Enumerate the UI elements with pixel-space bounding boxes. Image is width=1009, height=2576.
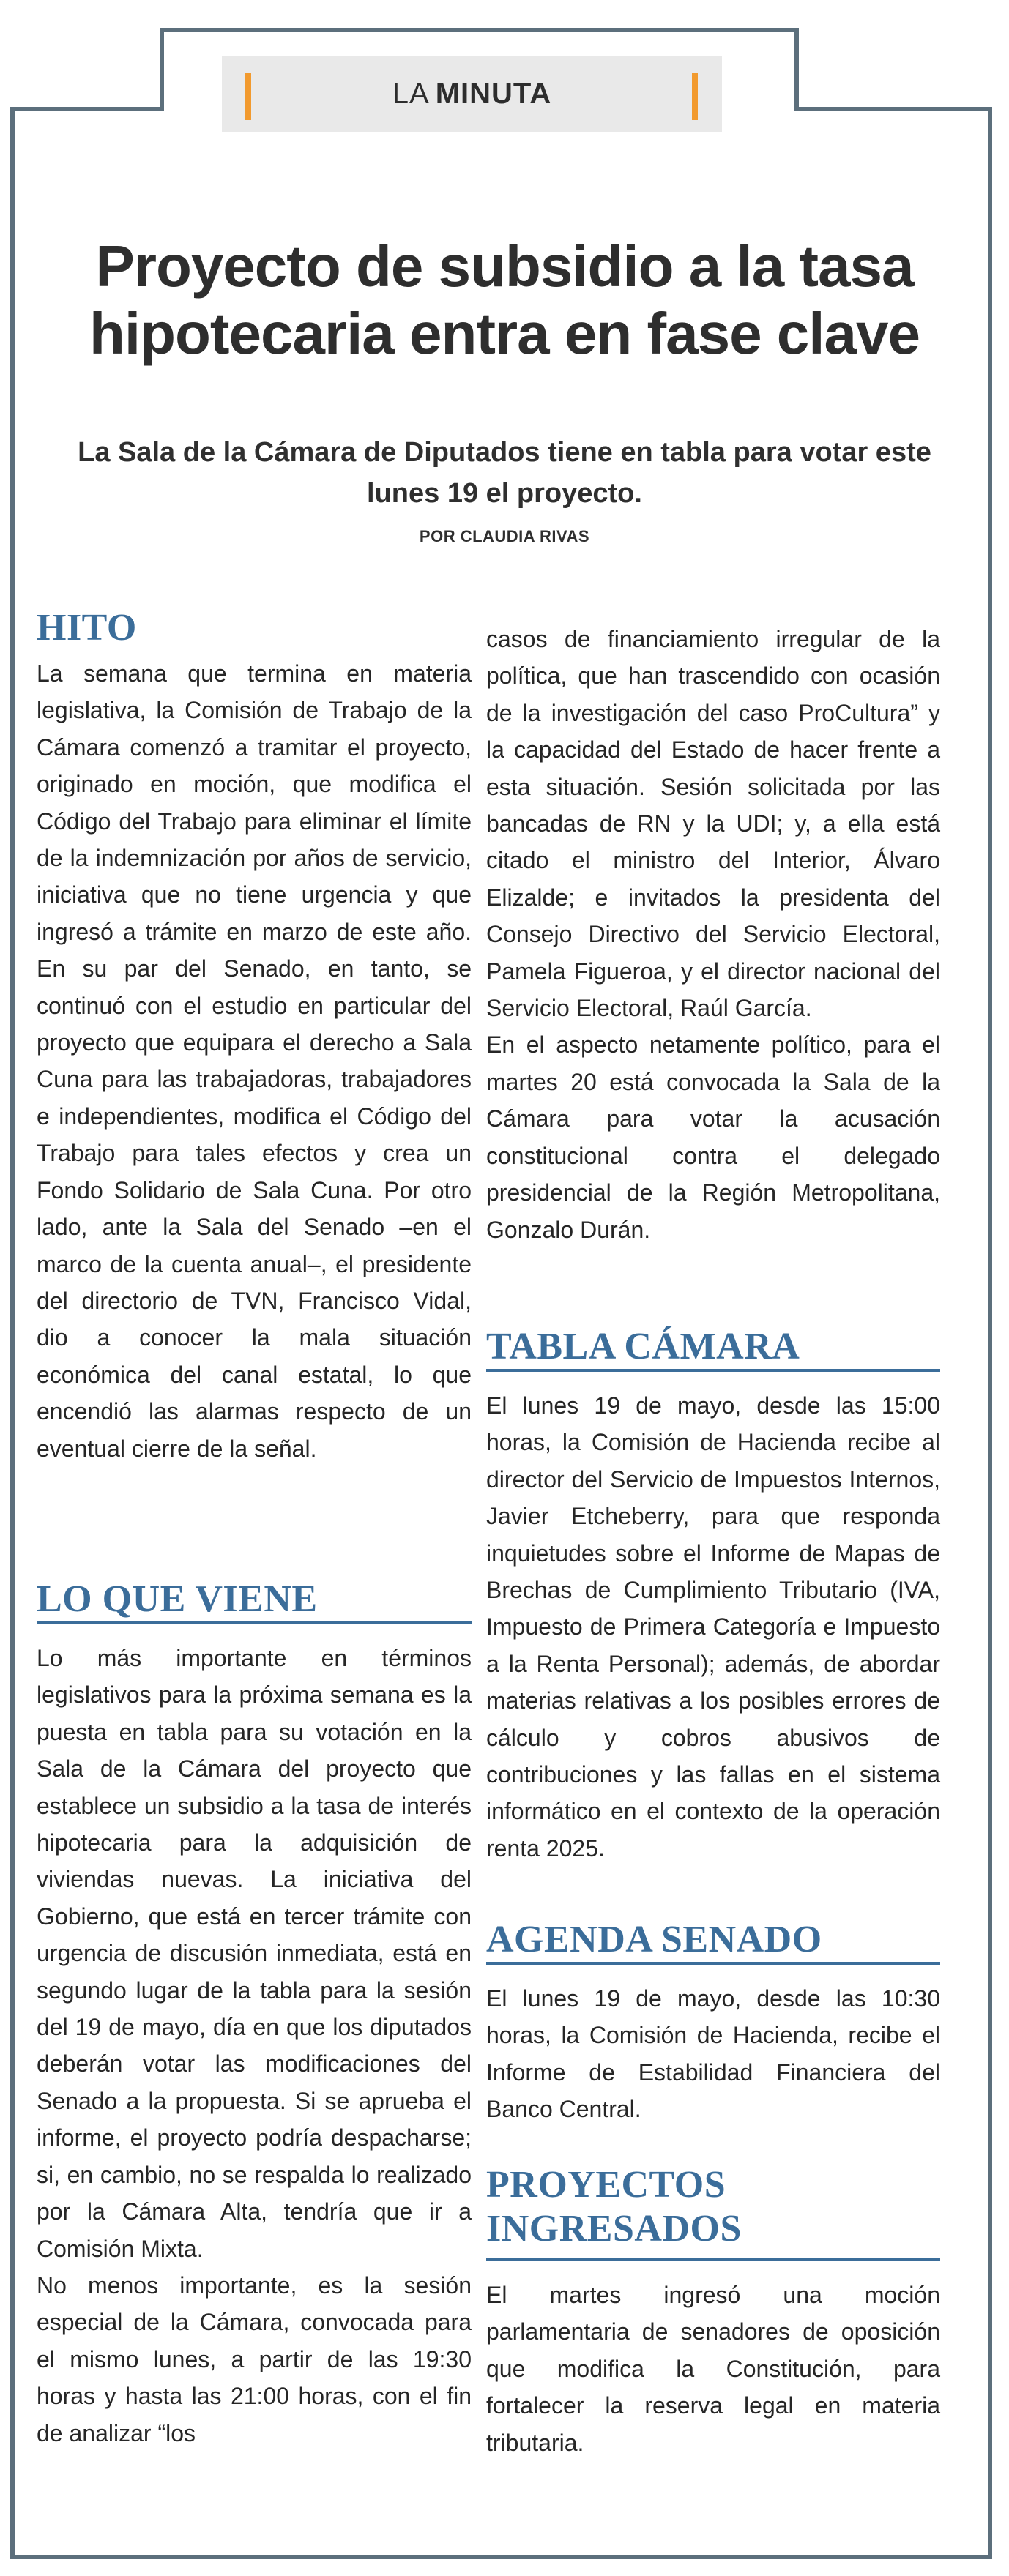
- frame-left: [10, 107, 15, 2559]
- article-byline: POR CLAUDIA RIVAS: [419, 527, 590, 545]
- lo-que-viene-paragraph-2a: No menos importante, es la sesión especial de la Cámara, convocada para el mismo lunes, a partir de las 19:30 horas y hasta las 21:00 horas, con el fin de analizar “los: [37, 2271, 472, 2446]
- frame-right: [988, 107, 992, 2559]
- heading-rule: [486, 2258, 940, 2261]
- lo-que-viene-text: [37, 1640, 472, 2452]
- header-tab-left: [160, 28, 164, 111]
- heading-hito: HITO: [37, 607, 137, 649]
- heading-proyectos-line-2: INGRESADOS: [486, 2208, 742, 2250]
- header-tab-top: [160, 28, 799, 32]
- lo-que-viene-continued: [486, 621, 940, 1248]
- lo-que-viene-paragraph-3: En el aspecto netamente político, para el martes 20 está convocada la Sala de la Cámara para votar la acusación constitucional contra el delegado presidencial de la Región Metropolitana, Gonzalo Durán.: [486, 1031, 940, 1243]
- agenda-senado-paragraph: El lunes 19 de mayo, desde las 10:30 horas, la Comisión de Hacienda, recibe el Informe de Estabilidad Financiera del Banco Central.: [486, 1985, 940, 2123]
- frame-bottom: [10, 2555, 992, 2559]
- section-label: [222, 56, 722, 132]
- section-label-bold: MINUTA: [435, 78, 552, 110]
- heading-proyectos-ingresados: [486, 2163, 742, 2251]
- heading-rule: [486, 1962, 940, 1965]
- hito-text: [37, 655, 472, 1467]
- lo-que-viene-paragraph-2b: casos de financiamiento irregular de la política, que han trascendido con ocasión de la investigación del caso ProCultura” y la capacidad del Estado de hacer frente a esta situación. Sesión solicitada por las bancadas de RN y la UDI; y, a ella está citado el ministro del Interior, Álvaro Elizalde; e invitados la presidenta del Consejo Directivo del Servicio Electoral, Pamela Figueroa, y el director nacional del Servicio Electoral, Raúl García.: [486, 626, 940, 1022]
- heading-proyectos-line-1: PROYECTOS: [486, 2164, 726, 2206]
- hito-paragraph: La semana que termina en materia legislativa, la Comisión de Trabajo de la Cámara comenzó a tramitar el proyecto, originado en moción, que modifica el Código del Trabajo para eliminar el límite de la indemnización por años de servicio, iniciativa que no tiene urgencia y que ingresó a trámite en marzo de este año. En su par del Senado, en tanto, se continuó con el estudio en particular del proyecto que equipara el derecho a Sala Cuna para las trabajadoras, trabajadores e independientes, modifica el Código del Trabajo para tales efectos y crea un Fondo Solidario de Sala Cuna. Por otro lado, ante la Sala del Senado –en el marco de la cuenta anual–, el presidente del directorio de TVN, Francisco Vidal, dio a conocer la mala situación económica del canal estatal, lo que encendió las alarmas respecto de un eventual cierre de la señal.: [37, 660, 472, 1462]
- article-subtitle: La Sala de la Cámara de Diputados tiene en tabla para votar este lunes 19 el proyecto.: [78, 437, 931, 509]
- heading-agenda-senado: AGENDA SENADO: [486, 1919, 822, 1960]
- article-title: Proyecto de subsidio a la tasa hipotecaria entra en fase clave: [89, 234, 920, 366]
- heading-rule: [486, 1369, 940, 1372]
- proyectos-text: [486, 2277, 940, 2461]
- heading-lo-que-viene: LO QUE VIENE: [37, 1578, 318, 1620]
- heading-rule: [37, 1621, 472, 1624]
- tabla-camara-text: [486, 1387, 940, 1867]
- agenda-senado-text: [486, 1980, 940, 2128]
- frame-top-right: [794, 107, 992, 111]
- proyectos-paragraph: El martes ingresó una moción parlamentaria de senadores de oposición que modifica la Constitución, para fortalecer la reserva legal en materia tributaria.: [486, 2282, 940, 2456]
- header-tab-right: [794, 28, 799, 111]
- tabla-camara-paragraph: El lunes 19 de mayo, desde las 15:00 horas, la Comisión de Hacienda recibe al director del Servicio de Impuestos Internos, Javier Etcheberry, para que responda inquietudes sobre el Informe de Mapas de Brechas de Cumplimiento Tributario (IVA, Impuesto de Primera Categoría e Impuesto a la Renta Personal); además, de abordar materias relativas a los posibles errores de cálculo y cobros abusivos de contribuciones y las fallas en el sistema informático en el contexto de la operación renta 2025.: [486, 1392, 940, 1862]
- lo-que-viene-paragraph-1: Lo más importante en términos legislativos para la próxima semana es la puesta en tabla para su votación en la Sala de la Cámara del proyecto que establece un subsidio a la tasa de interés hipotecaria para la adquisición de viviendas nuevas. La iniciativa del Gobierno, que está en tercer trámite con urgencia de discusión inmediata, está en segundo lugar de la tabla para la sesión del 19 de mayo, día en que los diputados deberán votar las modificaciones del Senado a la propuesta. Si se aprueba el informe, el proyecto podría despacharse; si, en cambio, no se respalda lo realizado por la Cámara Alta, tendría que ir a Comisión Mixta.: [37, 1645, 472, 2262]
- heading-tabla-camara: TABLA CÁMARA: [486, 1326, 800, 1367]
- section-label-light: LA: [392, 78, 430, 110]
- frame-top-left: [10, 107, 164, 111]
